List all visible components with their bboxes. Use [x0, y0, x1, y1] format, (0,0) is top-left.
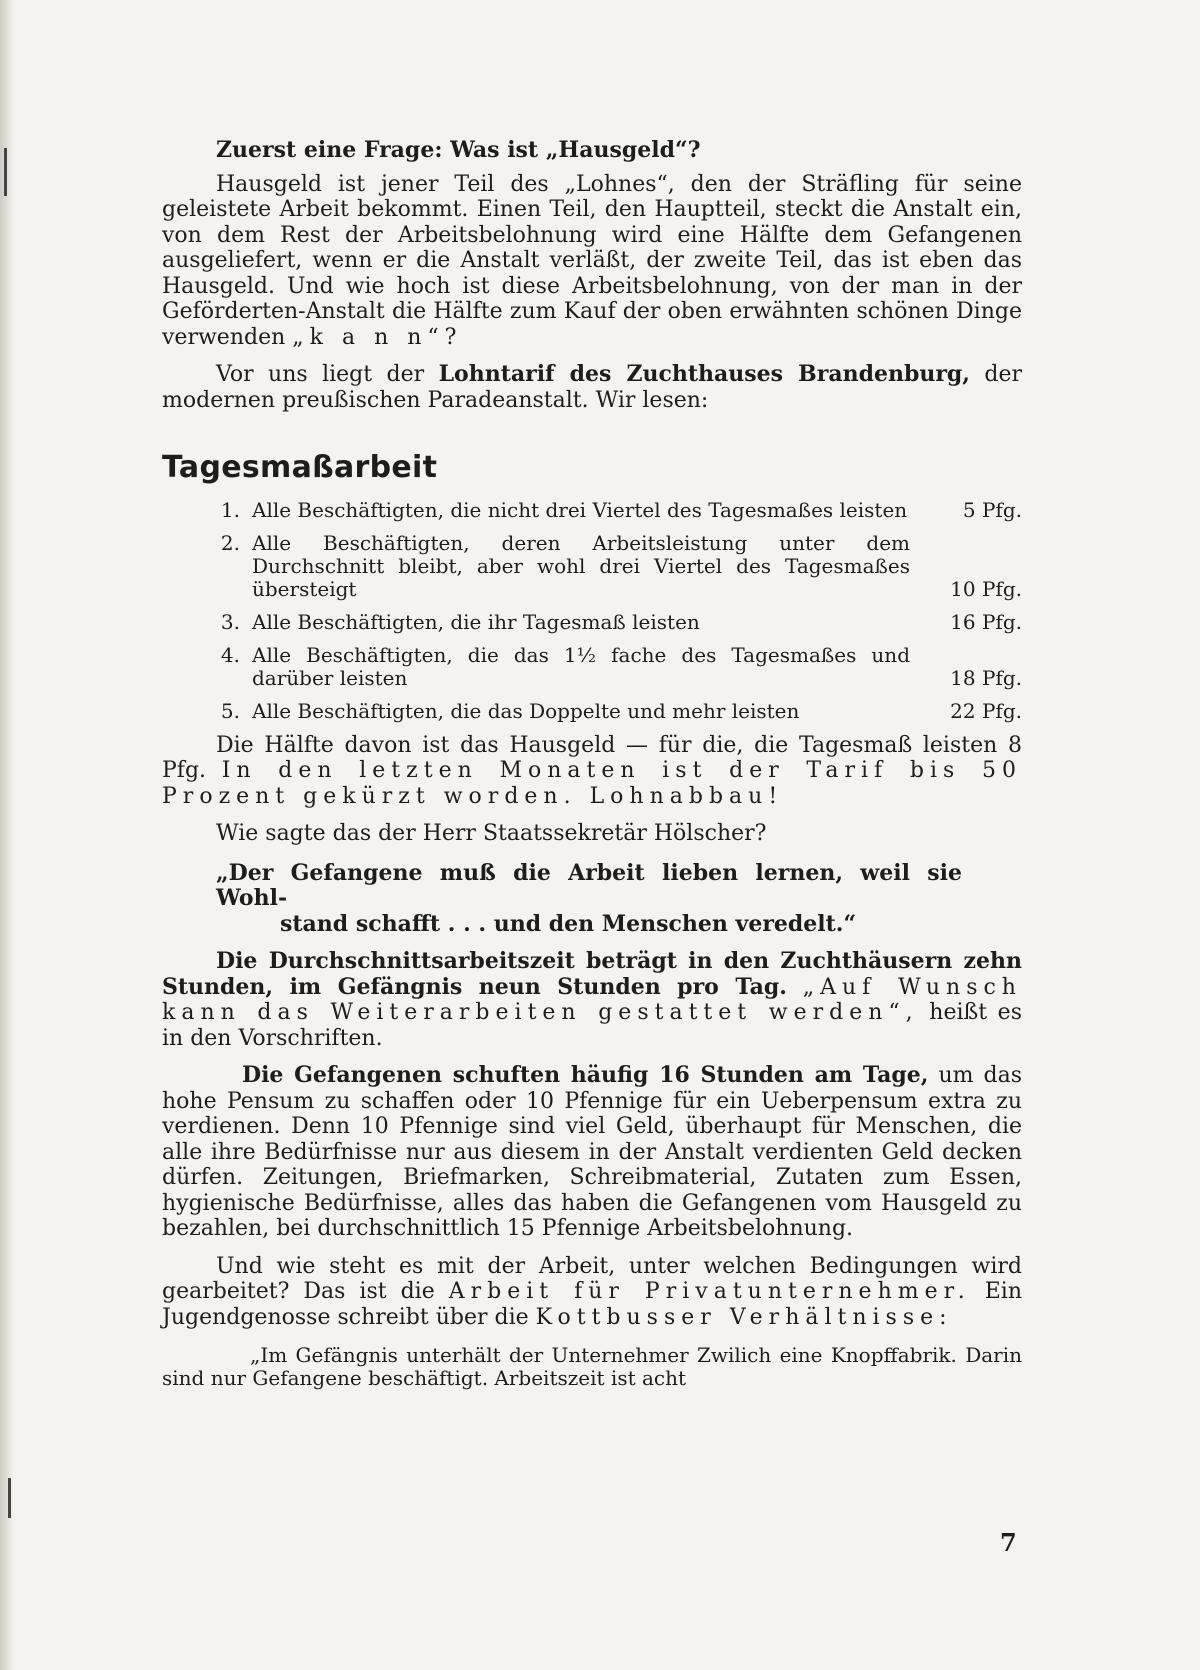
tariff-item-price: 18 Pfg.: [950, 665, 1022, 690]
tariff-item-text: Alle Beschäftigten, die nicht drei Viertel des Tagesmaßes leisten: [252, 497, 908, 522]
tariff-item-price: 5 Pfg.: [962, 497, 1022, 522]
bold-text: Lohntarif des Zuchthauses Brandenburg,: [438, 361, 970, 387]
paragraph-staatssekretaer: Wie sagte das der Herr Staatssekretär Hölscher?: [216, 821, 767, 846]
paragraph-text: Die Hälfte davon ist das Hausgeld — für die, die Tagesmaß leisten 8 Pfg.: [162, 732, 1022, 783]
paragraph-hausgeld: [162, 172, 1022, 351]
paragraph-text: Vor uns liegt der: [216, 362, 425, 387]
tariff-item-number: 3.: [220, 609, 240, 634]
tariff-item-number: 2.: [220, 530, 240, 555]
spaced-text: Arbeit für Privatunternehmer.: [448, 1279, 971, 1304]
tariff-item-price: 16 Pfg.: [950, 609, 1022, 634]
paragraph-text: Ein Jugendgenosse schreibt über die: [162, 1279, 1022, 1330]
quote-jugendgenosse: „Im Gefängnis unterhält der Unternehmer Zwilich eine Knopffabrik. Darin sind nur Gefangene beschäftigt. Arbeitszeit ist acht: [162, 1343, 1022, 1390]
paragraph-arbeitszeit: [162, 949, 1022, 1051]
spaced-text: „Auf Wunsch kann das Weiterarbeiten gestattet werden“,: [162, 974, 1022, 1025]
spaced-text: Kottbusser Verhältnisse:: [535, 1304, 953, 1330]
page-binding-edge: [0, 0, 14, 1670]
paragraph-text: der modernen preußischen Paradeanstalt. Wir lesen:: [162, 362, 1023, 413]
paragraph-text: um das hohe Pensum zu schaffen oder 10 Pfennige für ein Ueberpensum extra zu verdienen. Denn 10 Pfennige sind viel Geld, überhaupt für Menschen, die alle ihre Bedürfnisse nur aus diesem in der Anstalt verdienten Geld decken dürfen. Zeitungen, Briefmarken, Schreibmaterial, Zutaten zum Essen, hygienische Bedürfnisse, alles das haben die Gefangenen vom Hausgeld zu bezahlen, bei durchschnittlich 15 Pfennige Arbeitsbelohnung.: [162, 1063, 1022, 1241]
tariff-list: [162, 499, 1022, 723]
paragraph-haelfte: [162, 733, 1022, 810]
quote-line: „Der Gefangene muß die Arbeit lieben lernen, weil sie Wohl-: [216, 859, 962, 911]
paragraph-text: Hausgeld ist jener Teil des „Lohnes“, den der Sträfling für seine geleistete Arbeit bekommt. Einen Teil, den Hauptteil, steckt die Anstalt ein, von dem Rest der Arbeitsbelohnung wird eine Hälfte dem Gefangenen ausgeliefert, wenn er die Anstalt verläßt, der zweite Teil, das ist eben das Hausgeld. Und wie hoch ist diese Arbeitsbelohnung, von der man in der Geförderten-Anstalt die Hälfte zum Kauf der oben erwähnten schönen Dinge verwenden: [162, 171, 1022, 350]
bold-text: Die Durchschnittsarbeitszeit beträgt in den Zuchthäusern zehn Stunden, im Gefängnis neun Stunden pro Tag.: [162, 948, 1022, 1000]
scan-mark: [8, 1478, 11, 1518]
tariff-item-text: Alle Beschäftigten, deren Arbeitsleistung unter dem Durchschnitt bleibt, aber wohl drei Viertel des Tagesmaßes übersteigt: [252, 530, 910, 601]
tariff-item-text: Alle Beschäftigten, die ihr Tagesmaß leisten: [252, 609, 700, 634]
quote-line: stand schafft . . . und den Menschen veredelt.“: [280, 910, 857, 937]
tariff-item-number: 5.: [220, 698, 240, 723]
tariff-item: [162, 611, 1022, 634]
paragraph-text: heißt es in den Vorschriften.: [162, 1000, 1022, 1051]
paragraph-privatunternehmer: [162, 1254, 1022, 1331]
paragraph-lohntarif: [162, 362, 1022, 413]
tariff-item-price: 10 Pfg.: [950, 576, 1022, 601]
tariff-item-number: 4.: [220, 642, 240, 667]
tariff-item: [162, 532, 1022, 601]
section-title: Tagesmaßarbeit: [162, 450, 438, 485]
bold-text: Die Gefangenen schuften häufig 16 Stunden am Tage,: [242, 1062, 929, 1088]
tariff-item: [162, 700, 1022, 723]
tariff-item-text: Alle Beschäftigten, die das Doppelte und mehr leisten: [252, 698, 800, 723]
quote-hoelscher: [216, 861, 962, 938]
spaced-text: In den letzten Monaten ist der Tarif bis 50 Prozent gekürzt worden. Lohnabbau!: [162, 758, 1022, 809]
tariff-item-number: 1.: [220, 497, 240, 522]
page-number: 7: [1000, 1528, 1017, 1557]
tariff-item-price: 22 Pfg.: [950, 698, 1022, 723]
tariff-item: [162, 644, 1022, 690]
scan-mark: [4, 148, 7, 196]
page-content: [162, 138, 1022, 1390]
paragraph-16-stunden: [162, 1063, 1022, 1242]
paragraph-text: Und wie steht es mit der Arbeit, unter welchen Bedingungen wird gearbeitet? Das ist die: [162, 1253, 1022, 1304]
spaced-text: „k a n n“?: [292, 324, 463, 350]
heading-question: Zuerst eine Frage: Was ist „Hausgeld“?: [216, 137, 701, 163]
tariff-item-text: Alle Beschäftigten, die das 1½ fache des Tagesmaßes und darüber leisten: [252, 642, 910, 690]
tariff-item: [162, 499, 1022, 522]
